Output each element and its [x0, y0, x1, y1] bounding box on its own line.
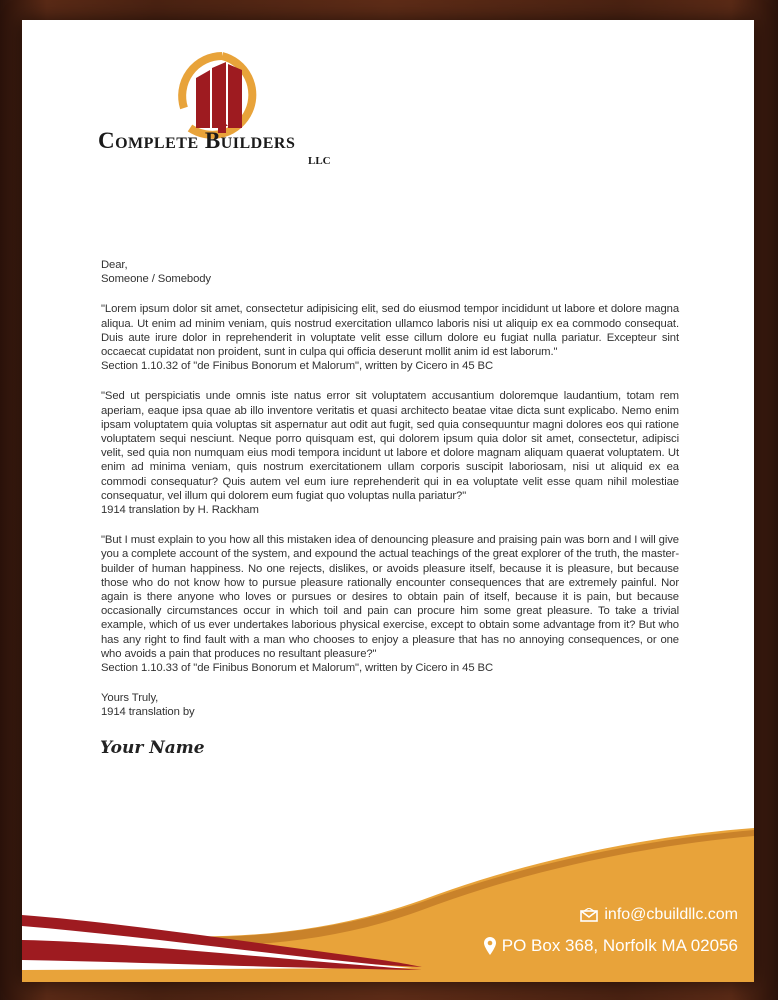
address-text: PO Box 368, Norfolk MA 02056: [501, 936, 738, 955]
closing: Yours Truly,: [101, 692, 159, 705]
signature: Your Name: [100, 738, 205, 758]
closing-2: 1914 translation by: [101, 706, 195, 719]
brand-name: Complete Builders: [98, 128, 296, 153]
letter-body: [101, 258, 679, 736]
greeting: Dear,: [101, 259, 128, 271]
map-pin-icon: [484, 937, 496, 955]
source-1: Section 1.10.32 of "de Finibus Bonorum et Malorum", written by Cicero in 45 BC: [101, 360, 494, 373]
letterhead-page: [22, 20, 754, 982]
source-2: 1914 translation by H. Rackham: [101, 504, 259, 517]
contact-email: [580, 906, 738, 924]
envelope-icon: [580, 908, 598, 922]
paragraph-3: "But I must explain to you how all this mistaken idea of denouncing pleasure and praising pain was born and I will give you a complete account of the system, and expound the actual teachings of the great explorer of the truth, the master-builder of human happiness. No one rejects, dislikes, or avoids pleasure itself, because it is pleasure, but because those who do not know how to pursue pleasure rationally encounter consequences that are extremely painful. Nor again is there anyone who loves or pursues or desires to obtain pain of itself, because it is pain, but because occasionally circumstances occur in which toil and pain can procure him some great pleasure. To take a trivial example, which of us ever undertakes laborious physical exercise, except to obtain some advantage from it? But who has any right to find fault with a man who chooses to enjoy a pleasure that has no annoying consequences, or one who avoids a pain that produces no resultant pleasure?": [101, 534, 679, 660]
paragraph-2: "Sed ut perspiciatis unde omnis iste natus error sit voluptatem accusantium doloremque laudantium, totam rem aperiam, eaque ipsa quae ab illo inventore veritatis et quasi architecto beatae vitae dicta sunt explicabo. Nemo enim ipsam voluptatem quia voluptas sit aspernatur aut odit aut fugit, sed quia consequuntur magni dolores eos qui ratione voluptatem sequi nesciunt. Neque porro quisquam est, qui dolorem ipsum quia dolor sit amet, consectetur, adipisci velit, sed quia non numquam eius modi tempora incidunt ut labore et dolore magnam aliquam quaerat voluptatem. Ut enim ad minima veniam, quis nostrum exercitationem ullam corporis suscipit laboriosam, nisi ut aliquid ex ea commodi consequatur? Quis autem vel eum iure reprehenderit qui in ea voluptate velit esse quam nihil molestiae consequatur, vel illum qui dolorem eum fugiat quo voluptas nulla pariatur?": [101, 390, 679, 502]
brand-suffix: LLC: [308, 155, 331, 167]
contact-address: [484, 936, 738, 956]
footer-swoosh: [22, 810, 754, 982]
recipient: Someone / Somebody: [101, 273, 211, 286]
email-text[interactable]: info@cbuildllc.com: [604, 906, 738, 923]
paragraph-1: "Lorem ipsum dolor sit amet, consectetur adipisicing elit, sed do eiusmod tempor incididunt ut labore et dolore magna aliqua. Ut enim ad minim veniam, quis nostrud exercitation ullamco laboris nisi ut aliquip ex ea commodo consequat. Duis aute irure dolor in reprehenderit in voluptate velit esse cillum dolore eu fugiat nulla pariatur. Excepteur sint occaecat cupidatat non proident, sunt in culpa qui officia deserunt mollit anim id est laborum.": [101, 303, 679, 359]
source-3: Section 1.10.33 of "de Finibus Bonorum et Malorum", written by Cicero in 45 BC: [101, 662, 494, 675]
